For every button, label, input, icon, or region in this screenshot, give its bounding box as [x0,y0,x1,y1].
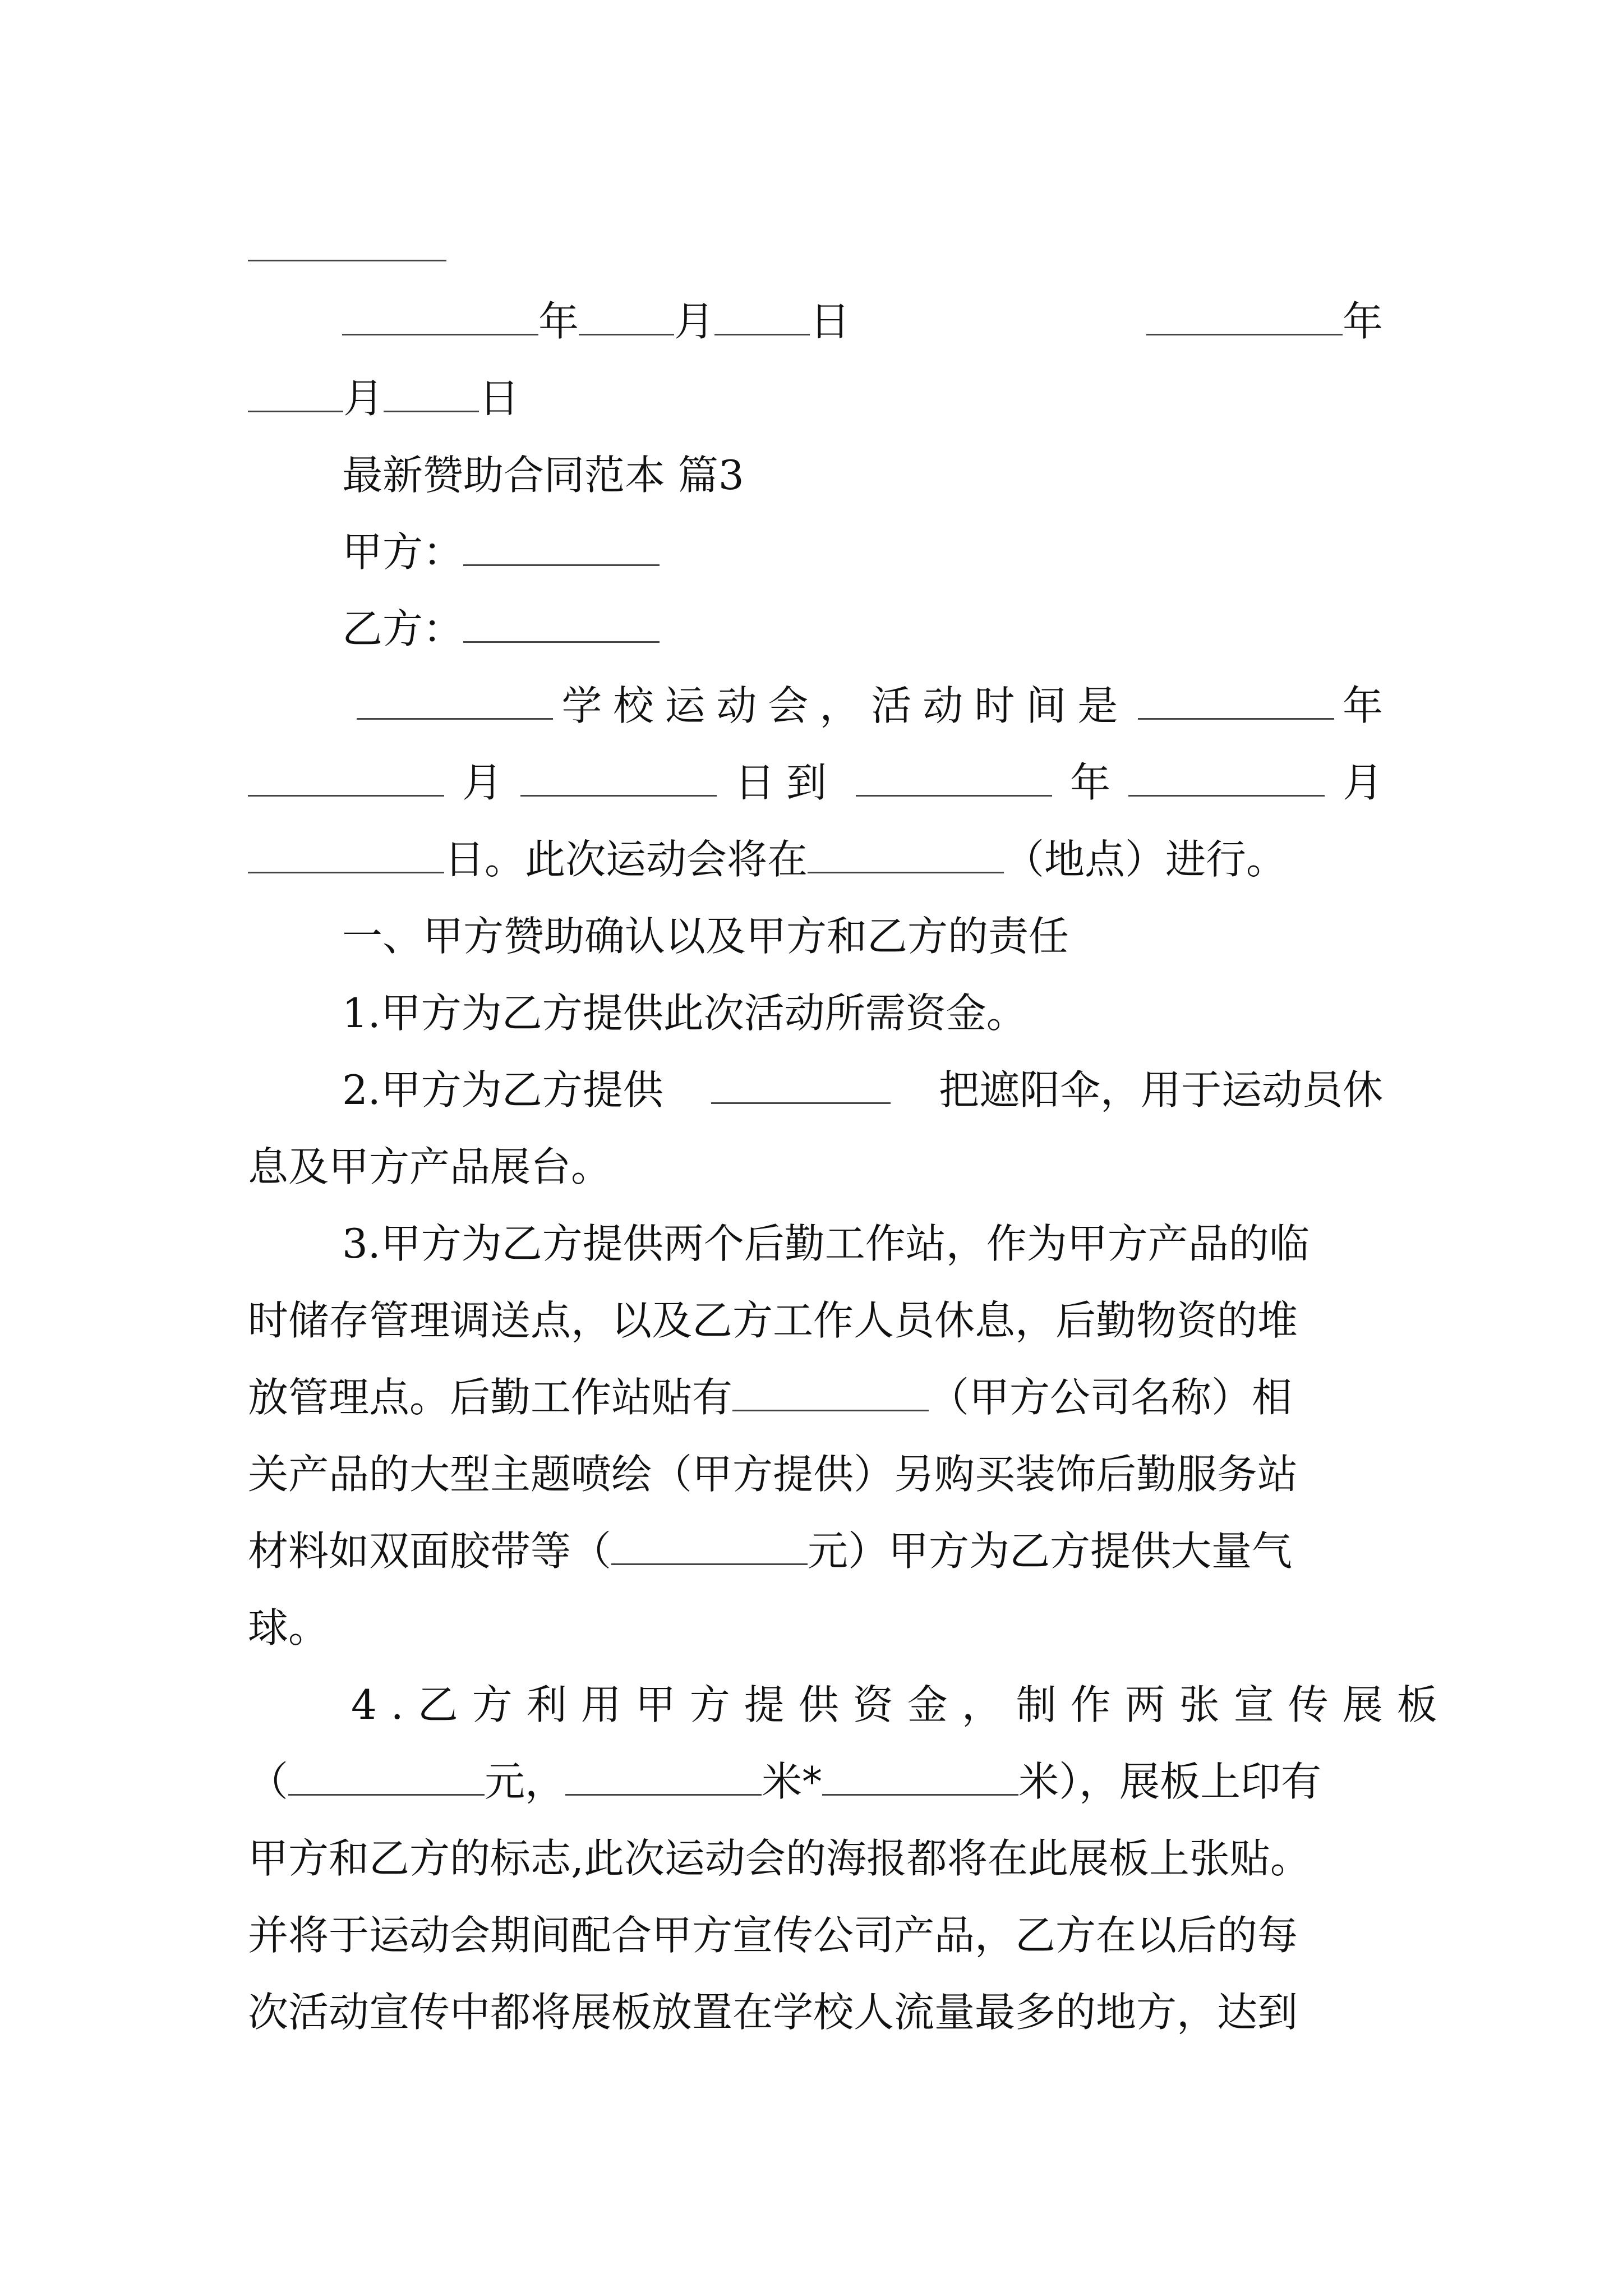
board-width-blank [565,1757,762,1796]
day-label-2: 日 [479,375,520,422]
tape-cost-blank [611,1526,808,1565]
year-text-2: 年 [1069,759,1110,806]
intro-line-2 [248,744,1383,821]
item-2-line-2: 息及甲方产品展台。 [248,1143,612,1190]
start-month-blank [248,758,444,797]
item-2-text-a: 2.甲方为乙方提供 [342,1066,663,1114]
party-b-label: 乙方： [342,605,464,652]
day-to-text: 日到 [734,759,838,806]
item-4-line-3: 甲方和乙方的标志,此次运动会的海报都将在此展板上张贴。 [248,1835,1311,1882]
month-text: 月 [462,759,502,806]
item-3-line-5 [248,1513,1383,1590]
item-3-text-d: 元）甲方为乙方提供大量气 [808,1527,1293,1575]
signature-rule [248,260,446,261]
end-year-blank [856,758,1052,797]
item-3-line-2: 时储存管理调送点，以及乙方工作人员休息，后勤物资的堆 [248,1297,1298,1344]
item-4-line-2 [248,1743,1383,1820]
item-4-line-4: 并将于运动会期间配合甲方宣传公司产品，乙方在以后的每 [248,1912,1298,1959]
venue-text: 日。此次运动会将在 [444,836,808,883]
board-height-blank [822,1757,1018,1796]
month-label: 月 [674,298,715,345]
year-text: 年 [1342,682,1383,729]
item-1: 1.甲方为乙方提供此次活动所需资金。 [342,990,1027,1037]
day-blank-2 [384,374,479,412]
year-label-2: 年 [1342,298,1383,345]
venue-blank [808,835,1004,873]
item-3-text-c: 材料如双面胶带等（ [248,1527,612,1575]
intro-line-1 [357,668,1383,744]
end-month-blank [1128,758,1325,797]
item-3-text-b: （甲方公司名称）相 [929,1374,1293,1421]
item-3-line-1: 3.甲方为乙方提供两个后勤工作站，作为甲方产品的临 [342,1220,1310,1267]
year-label: 年 [538,298,579,345]
intro-text: 学校运动会，活动时间是 [561,682,1129,729]
date-line-2 [248,360,1383,437]
party-b-blank [463,604,660,643]
umbrella-count-blank [711,1065,891,1104]
party-a-label: 甲方： [342,528,464,576]
party-b-line [342,591,1383,668]
item-3-line-3 [248,1359,1383,1436]
year-blank-2 [1146,297,1343,335]
item-4-paren: （ [248,1758,289,1805]
section-1-title: 一、甲方赞助确认以及甲方和乙方的责任 [342,913,1069,960]
party-a-blank [463,527,660,566]
item-3-line-4: 关产品的大型主题喷绘（甲方提供）另购买装饰后勤服务站 [248,1451,1298,1498]
item-3-text-a: 放管理点。后勤工作站贴有 [248,1374,733,1421]
end-day-blank [248,835,444,873]
start-day-blank [520,758,717,797]
item-3-line-6: 球。 [248,1604,329,1651]
party-a-line [342,514,1383,591]
board-cost-blank [288,1757,485,1796]
item-2-text-b: 把遮阳伞，用于运动员休 [938,1066,1383,1114]
month-blank [579,297,674,335]
day-blank [714,297,810,335]
start-year-blank [1138,681,1334,720]
month-blank-2 [248,374,343,412]
item-4-line-5: 次活动宣传中都将展板放置在学校人流量最多的地方，达到 [248,1989,1298,2036]
item-4-text: 米），展板上印有 [1018,1758,1322,1805]
item-4-yuan: 元， [485,1758,566,1805]
day-label: 日 [810,298,851,345]
intro-line-3 [248,821,1383,898]
item-2-line-1 [342,1052,1383,1129]
school-blank [357,681,553,720]
item-4-meter: 米 [762,1758,803,1805]
location-text: （地点）进行。 [1004,836,1287,883]
section-title: 最新赞助合同范本 篇3 [342,452,744,499]
date-line-1 [342,283,1383,360]
year-blank [342,297,538,335]
multiply-sign: * [802,1758,823,1805]
month-text-2: 月 [1342,759,1383,806]
month-label-2: 月 [343,375,384,422]
company-name-blank [732,1373,929,1411]
item-4-line-1: 4.乙方利用甲方提供资金，制作两张宣传展板 [351,1681,1451,1728]
